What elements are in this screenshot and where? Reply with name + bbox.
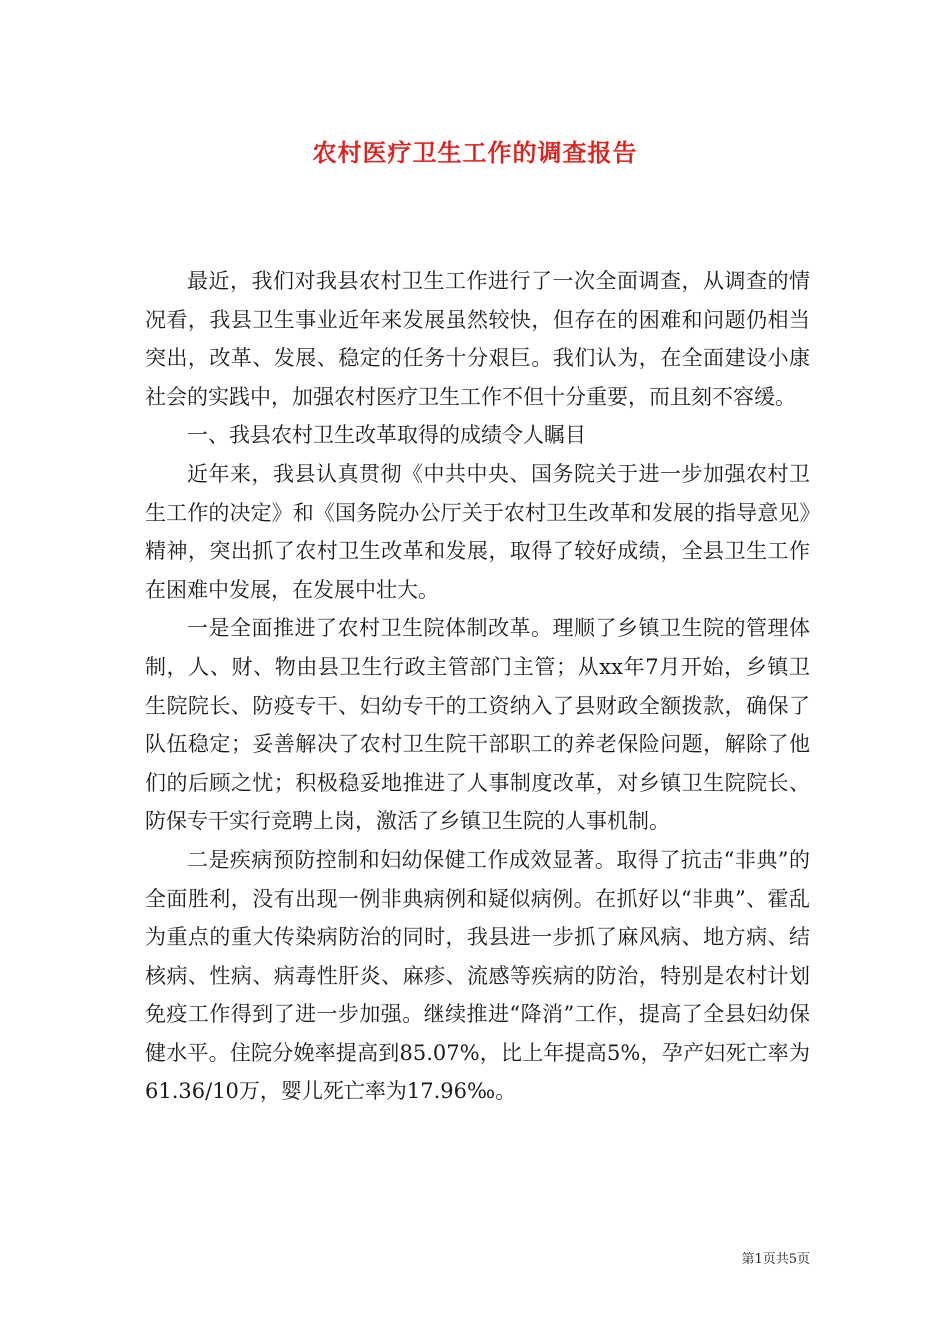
section-heading-1: 一、我县农村卫生改革取得的成绩令人瞩目 — [187, 423, 586, 448]
document-title: 农村医疗卫生工作的调查报告 — [312, 138, 638, 167]
page-number-footer: 第1页共5页 — [741, 1252, 810, 1267]
intro-paragraph: 最近，我们对我县农村卫生工作进行了一次全面调查，从调查的情况看，我县卫生事业近年来发展虽然较快，但存在的困难和问题仍相当突出，改革、发展、稳定的任务十分艰巨。我们认为，在全面建设小康社会的实践中，加强农村医疗卫生工作不但十分重要，而且刻不容缓。 — [145, 269, 810, 409]
section-1-paragraph-3: 二是疾病预防控制和妇幼保健工作成效显著。取得了抗击“非典”的全面胜利，没有出现一例非典病例和疑似病例。在抓好以“非典”、霍乱为重点的重大传染病防治的同时，我县进一步抓了麻风病、地方病、结核病、性病、病毒性肝炎、麻疹、流感等疾病的防治，特别是农村计划免疫工作得到了进一步加强。继续推进“降消”工作，提高了全县妇幼保健水平。住院分娩率提高到85.07%，比上年提高5%，孕产妇死亡率为61.36/10万，婴儿死亡率为17.96‰。 — [145, 847, 810, 1104]
section-1-paragraph-2: 一是全面推进了农村卫生院体制改革。理顺了乡镇卫生院的管理体制，人、财、物由县卫生行政主管部门主管；从xx年7月开始，乡镇卫生院院长、防疫专干、妇幼专干的工资纳入了县财政全额拨款，确保了队伍稳定；妥善解决了农村卫生院干部职工的养老保险问题，解除了他们的后顾之忧；积极稳妥地推进了人事制度改革，对乡镇卫生院院长、防保专干实行竞聘上岗，激活了乡镇卫生院的人事机制。 — [145, 616, 810, 834]
document-body — [145, 262, 810, 1111]
section-1-paragraph-1: 近年来，我县认真贯彻《中共中央、国务院关于进一步加强农村卫生工作的决定》和《国务院办公厅关于农村卫生改革和发展的指导意见》精神，突出抓了农村卫生改革和发展，取得了较好成绩，全县卫生工作在困难中发展，在发展中壮大。 — [145, 461, 810, 602]
